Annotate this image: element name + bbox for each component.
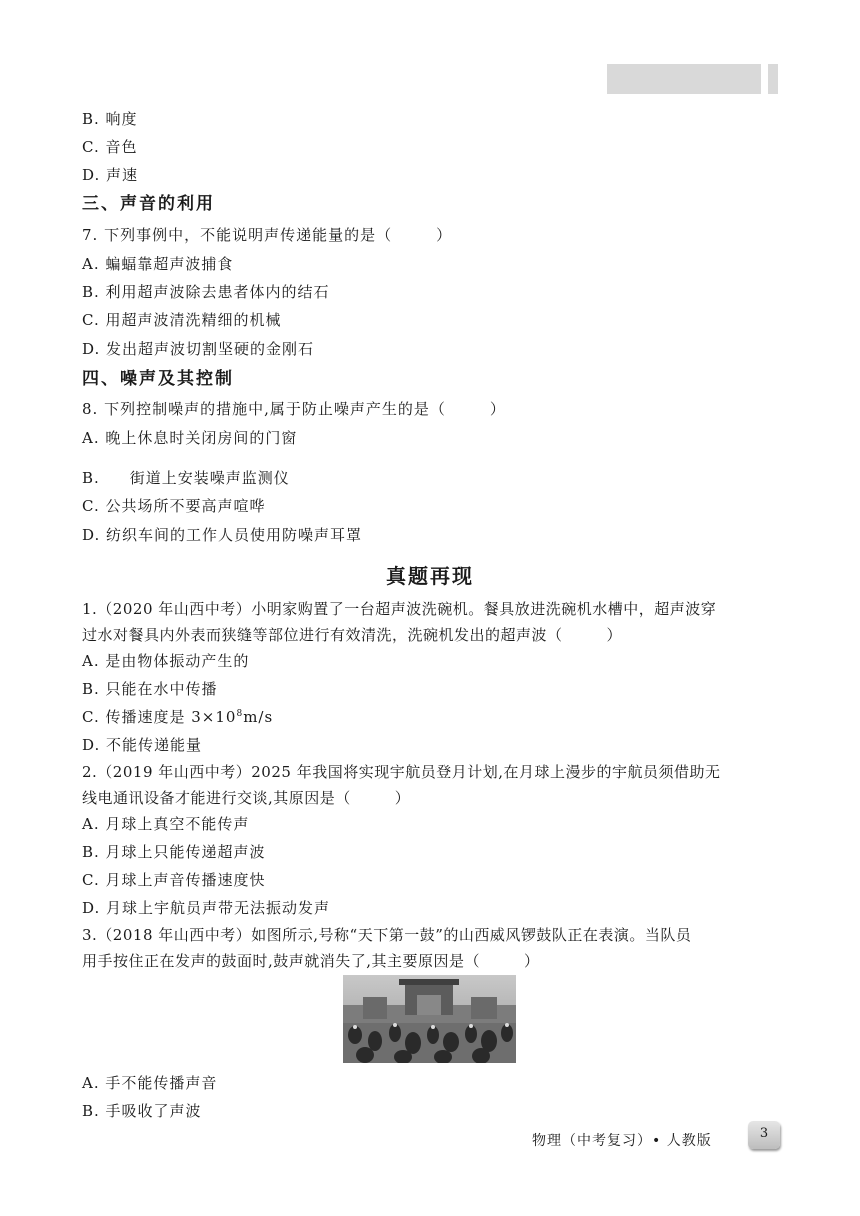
q1-option-b: B. 只能在水中传播 [82,680,218,698]
q2-option-a: A. 月球上真空不能传声 [82,815,250,833]
drum-performance-photo [343,975,516,1063]
option-d: D. 声速 [82,166,139,184]
q1-option-c [82,706,273,728]
section-title-real-exam: 真题再现 [386,564,474,588]
q8-option-d: D. 纺织车间的工作人员使用防噪声耳罩 [82,526,363,544]
q1-c-unit: m/s [243,708,274,726]
question-3 [82,922,782,974]
q2-option-d: D. 月球上宇航员声带无法振动发声 [82,899,331,917]
section-heading-4: 四、噪声及其控制 [82,369,234,389]
question-7 [82,224,452,246]
answer-bracket-close: ） [394,789,411,807]
q7-option-c: C. 用超声波清洗精细的机械 [82,311,282,329]
q3-line-2 [82,948,782,974]
q8-option-c: C. 公共场所不要高声喧哗 [82,497,266,515]
option-label: B. [82,469,100,487]
q7-option-d: D. 发出超声波切割坚硬的金刚石 [82,340,315,358]
q8-option-a: A. 晚上休息时关闭房间的门窗 [82,429,298,447]
q3-line-1: 3.（2018 年山西中考）如图所示,号称“天下第一鼓”的山西威风锣鼓队正在表演。当队员 [82,926,692,944]
answer-bracket-close: ） [436,226,453,244]
q8-option-b [82,467,290,489]
option-text: 街道上安装噪声监测仪 [129,469,290,487]
q7-option-b: B. 利用超声波除去患者体内的结石 [82,283,330,301]
q1-line-1: 1.（2020 年山西中考）小明家购置了一台超声波洗碗机。餐具放进洗碗机水槽中，超声波穿 [82,600,717,618]
question-8 [82,398,506,420]
q2-option-c: C. 月球上声音传播速度快 [82,871,266,889]
q1-text: 过水对餐具内外表而狭缝等部位进行有效清洗，洗碗机发出的超声波（ [82,626,563,644]
question-2 [82,759,782,811]
header-bar [607,64,761,94]
answer-bracket-close: ） [489,400,506,418]
q1-c-text: C. 传播速度是 3×10 [82,708,237,726]
option-b: B. 响度 [82,110,138,128]
header-tab [768,64,778,94]
footer-book-title: 物理（中考复习）• 人教版 [532,1133,712,1149]
answer-bracket-close: ） [524,952,540,970]
q1-option-a: A. 是由物体振动产生的 [82,652,250,670]
section-heading-3: 三、声音的利用 [82,194,215,214]
answer-bracket-close: ） [606,626,623,644]
option-c: C. 音色 [82,138,138,156]
q1-line-2 [82,622,782,648]
q2-option-b: B. 月球上只能传递超声波 [82,843,266,861]
q2-line-2 [82,785,782,811]
q3-option-a: A. 手不能传播声音 [82,1074,218,1092]
q3-option-b: B. 手吸收了声波 [82,1102,202,1120]
q7-option-a: A. 蝙蝠靠超声波捕食 [82,255,234,273]
q2-text: 线电通讯设备才能进行交谈,其原因是（ [82,789,351,807]
q3-text: 用手按住正在发声的鼓面时,鼓声就消失了,其主要原因是（ [82,952,481,970]
page-number: 3 [748,1121,780,1149]
question-1 [82,596,782,648]
q1-option-d: D. 不能传递能量 [82,736,203,754]
question-text: 7. 下列事例中，不能说明声传递能量的是（ [82,226,393,244]
question-text: 8. 下列控制噪声的措施中,属于防止噪声产生的是（ [82,400,446,418]
q2-line-1: 2.（2019 年山西中考）2025 年我国将实现宇航员登月计划,在月球上漫步的宇航员须借助无 [82,763,721,781]
q1-c-exponent: 8 [236,709,244,719]
